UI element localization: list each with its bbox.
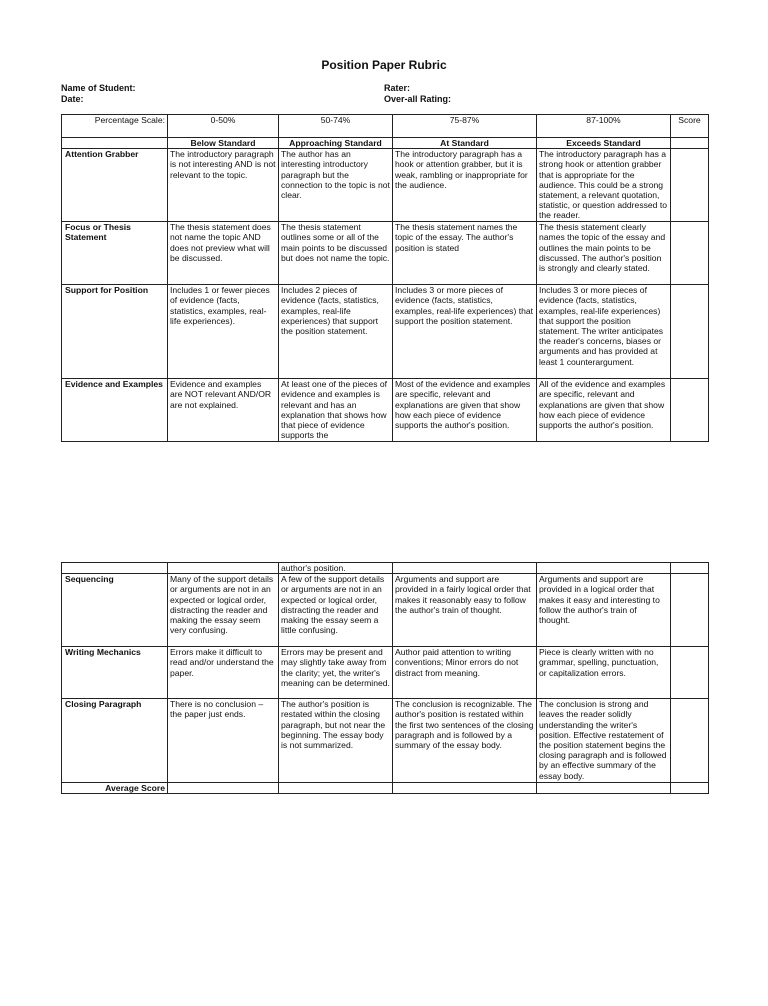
criterion-sequencing: Sequencing	[62, 574, 168, 647]
criterion-evidence-examples: Evidence and Examples	[62, 379, 168, 442]
level-row	[62, 138, 709, 149]
table-row	[62, 574, 709, 647]
table-row	[62, 699, 709, 783]
cell: The thesis statement outlines some or all of the main points to be discussed but does not name the topic.	[279, 222, 393, 285]
rubric-table-page2	[61, 562, 709, 794]
range-1: 50-74%	[279, 115, 393, 138]
score-header: Score	[671, 115, 709, 138]
document-title: Position Paper Rubric	[321, 58, 447, 72]
criterion-support-position: Support for Position	[62, 285, 168, 379]
cell: Arguments and support are provided in a logical order that makes it easy and interesting to follow the author's train of thought.	[537, 574, 671, 647]
score-cell[interactable]	[671, 222, 709, 285]
level-3: Exceeds Standard	[566, 138, 641, 148]
score-cell[interactable]	[671, 647, 709, 699]
date-label: Date:	[61, 94, 84, 104]
cell: Includes 1 or fewer pieces of evidence (facts, statistics, examples, real-life experiences).	[168, 285, 279, 379]
cell: Includes 3 or more pieces of evidence (facts, statistics, examples, real-life experiences) that support the position statement.	[393, 285, 537, 379]
score-cell[interactable]	[671, 149, 709, 222]
table-row	[62, 222, 709, 285]
cell: The introductory paragraph has a strong hook or attention grabber that is appropriate for the audience. This could be a strong statement, a relevant quotation, statistic, or question addressed to the reader.	[537, 149, 671, 222]
rater-label: Rater:	[384, 83, 411, 93]
student-name-label: Name of Student:	[61, 83, 136, 93]
level-2: At Standard	[440, 138, 489, 148]
cell: The thesis statement names the topic of the essay. The author's position is stated	[393, 222, 537, 285]
carryover-text: author's position.	[279, 563, 393, 574]
table-row	[62, 285, 709, 379]
cell: Author paid attention to writing conventions; Minor errors do not distract from meaning.	[393, 647, 537, 699]
cell: At least one of the pieces of evidence and examples is relevant and has an explanation that shows how that piece of evidence supports the	[279, 379, 393, 442]
score-cell[interactable]	[671, 699, 709, 783]
average-score-cell[interactable]	[671, 783, 709, 794]
score-cell[interactable]	[671, 574, 709, 647]
overall-rating-label: Over-all Rating:	[384, 94, 452, 104]
criterion-writing-mechanics: Writing Mechanics	[62, 647, 168, 699]
cell: The thesis statement does not name the topic AND does not preview what will be discussed.	[168, 222, 279, 285]
cell: The author's position is restated within the closing paragraph, but not near the beginning. The essay body is not summarized.	[279, 699, 393, 783]
cell: There is no conclusion – the paper just ends.	[168, 699, 279, 783]
cell: Piece is clearly written with no grammar, spelling, punctuation, or capitalization errors.	[537, 647, 671, 699]
table-row	[62, 379, 709, 442]
cell: Includes 3 or more pieces of evidence (facts, statistics, examples, real-life experiences) that support the position statement. The writer anticipates the reader's concerns, biases or arguments and has provided at least 1 counterargument.	[537, 285, 671, 379]
score-cell[interactable]	[671, 379, 709, 442]
average-row	[62, 783, 709, 794]
cell: The introductory paragraph is not interesting AND is not relevant to the topic.	[168, 149, 279, 222]
header-row	[62, 115, 709, 138]
cell: The conclusion is recognizable. The author's position is restated within the first two sentences of the closing paragraph and is followed by a summary of the essay body.	[393, 699, 537, 783]
rubric-table-page1	[61, 114, 709, 442]
range-2: 75-87%	[393, 115, 537, 138]
cell: Errors make it difficult to read and/or understand the paper.	[168, 647, 279, 699]
cell: Errors may be present and may slightly take away from the clarity; yet, the writer's meaning can be determined.	[279, 647, 393, 699]
criterion-closing-paragraph: Closing Paragraph	[62, 699, 168, 783]
criterion-focus-thesis: Focus or Thesis Statement	[62, 222, 168, 285]
average-score-label: Average Score	[62, 783, 168, 794]
cell: Many of the support details or arguments are not in an expected or logical order, distracting the reader and making the essay seem very confusing.	[168, 574, 279, 647]
table-row	[62, 647, 709, 699]
level-0: Below Standard	[190, 138, 256, 148]
cell: The thesis statement clearly names the topic of the essay and outlines the main points to be discussed. The author's position is strongly and clearly stated.	[537, 222, 671, 285]
range-0: 0-50%	[168, 115, 279, 138]
cell: Arguments and support are provided in a fairly logical order that makes it reasonably easy to follow the author's train of thought.	[393, 574, 537, 647]
range-3: 87-100%	[537, 115, 671, 138]
cell: Includes 2 pieces of evidence (facts, statistics, examples, real-life experiences) that support the position statement.	[279, 285, 393, 379]
score-cell[interactable]	[671, 285, 709, 379]
cell: The author has an interesting introductory paragraph but the connection to the topic is not clear.	[279, 149, 393, 222]
carryover-row	[62, 563, 709, 574]
cell: The introductory paragraph has a hook or attention grabber, but it is weak, rambling or inappropriate for the audience.	[393, 149, 537, 222]
criterion-attention-grabber: Attention Grabber	[62, 149, 168, 222]
cell: Most of the evidence and examples are specific, relevant and explanations are given that show how each piece of evidence supports the author's position.	[393, 379, 537, 442]
level-1: Approaching Standard	[289, 138, 382, 148]
percentage-scale-label: Percentage Scale:	[62, 115, 168, 138]
cell: All of the evidence and examples are specific, relevant and explanations are given that show how each piece of evidence supports the author's position.	[537, 379, 671, 442]
cell: Evidence and examples are NOT relevant AND/OR are not explained.	[168, 379, 279, 442]
cell: A few of the support details or arguments are not in an expected or logical order, distracting the reader and making the essay seem a little confusing.	[279, 574, 393, 647]
cell: The conclusion is strong and leaves the reader solidly understanding the writer's position. Effective restatement of the position statement begins the closing paragraph and is followed by an effective summary of the essay body.	[537, 699, 671, 783]
table-row	[62, 149, 709, 222]
